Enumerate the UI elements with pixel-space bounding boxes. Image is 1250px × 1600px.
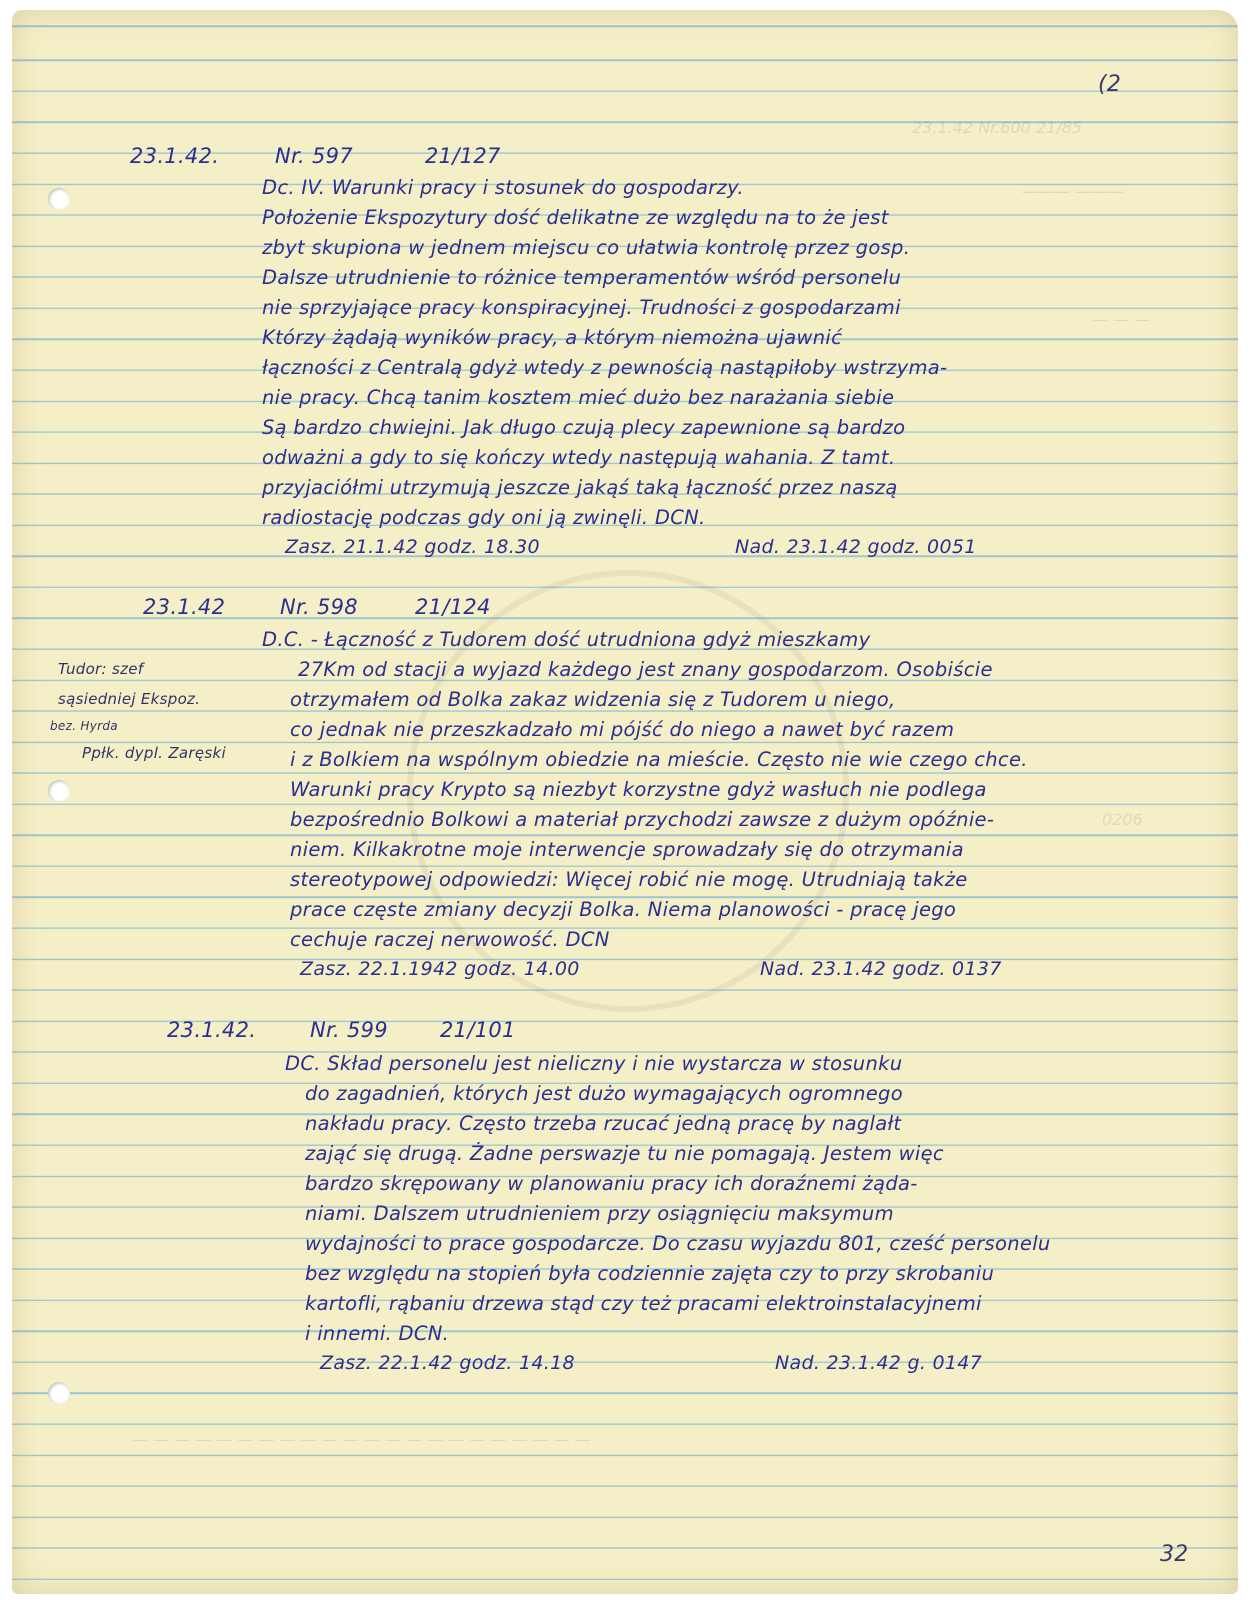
entry-line: odważni a gdy to się kończy wtedy następują wahania. Z tamt. <box>262 446 896 469</box>
entry-line: nakładu pracy. Często trzeba rzucać jedną pracę by naglałt <box>305 1112 902 1135</box>
margin-note-line: Ppłk. dypl. Zaręski <box>82 744 226 762</box>
page-number: 32 <box>1160 1542 1189 1567</box>
bleed-through-text: ——— ——— <box>1022 182 1124 201</box>
entry-line: i z Bolkiem na wspólnym obiedzie na mieście. Często nie wie czego chce. <box>290 748 1028 771</box>
punch-hole <box>48 1382 70 1404</box>
entry-line: Położenie Ekspozytury dość delikatne ze względu na to że jest <box>262 206 889 229</box>
entry-line: nie pracy. Chcą tanim kosztem mieć dużo bez narażania siebie <box>262 386 895 409</box>
entry-line: przyjaciółmi utrzymują jeszcze jakąś taką łączność przez naszą <box>262 476 898 499</box>
entry-line: bezpośrednio Bolkowi a materiał przychodzi zawsze z dużym opóźnie- <box>290 808 995 831</box>
entry-line: cechuje raczej nerwowość. DCN <box>290 928 610 951</box>
entry-line: stereotypowej odpowiedzi: Więcej robić nie mogę. Utrudniają także <box>290 868 968 891</box>
entry-line: Dc. IV. Warunki pracy i stosunek do gospodarzy. <box>262 176 744 199</box>
entry-line: bez względu na stopień była codziennie zajęta czy to przy skrobaniu <box>305 1262 995 1285</box>
punch-hole <box>48 780 70 802</box>
bleed-through-text: 0206 <box>1102 810 1143 829</box>
entry-date: 23.1.42 <box>143 595 226 619</box>
entry-line: Warunki pracy Krypto są niezbyt korzystne gdyż wasłuch nie podlega <box>290 778 987 801</box>
entry-sent-time: Zasz. 22.1.1942 godz. 14.00 <box>300 958 580 980</box>
entry-line: 27Km od stacji a wyjazd każdego jest znany gospodarzom. Osobiście <box>298 658 993 681</box>
entry-line: bardzo skrępowany w planowaniu pracy ich doraźnemi żąda- <box>305 1172 918 1195</box>
entry-line: D.C. - Łączność z Tudorem dość utrudniona gdyż mieszkamy <box>262 628 871 651</box>
entry-line: do zagadnień, których jest dużo wymagających ogromnego <box>305 1082 903 1105</box>
bleed-through-text: — — — — — — — — — — — — — — — — — — — — — — <box>132 1430 591 1449</box>
margin-note-line: Tudor: szef <box>58 660 144 678</box>
bleed-through-text: — — — <box>1092 310 1151 329</box>
entry-line: radiostację podczas gdy oni ją zwinęli. DCN. <box>262 506 706 529</box>
entry-line: DC. Skład personelu jest nieliczny i nie wystarcza w stosunku <box>285 1052 903 1075</box>
margin-note-line: sąsiedniej Ekspoz. <box>58 690 201 708</box>
entry-received-time: Nad. 23.1.42 g. 0147 <box>775 1352 983 1374</box>
margin-note-line: bez. Hyrda <box>50 719 118 733</box>
entry-line: co jednak nie przeszkadzało mi pójść do niego a nawet być razem <box>290 718 955 741</box>
entry-line: otrzymałem od Bolka zakaz widzenia się z Tudorem u niego, <box>290 688 896 711</box>
entry-sent-time: Zasz. 22.1.42 godz. 14.18 <box>320 1352 575 1374</box>
entry-line: Dalsze utrudnienie to różnice temperamentów wśród personelu <box>262 266 902 289</box>
entry-received-time: Nad. 23.1.42 godz. 0051 <box>735 536 977 558</box>
entry-date: 23.1.42. <box>167 1018 257 1042</box>
entry-line: zająć się drugą. Żadne perswazje tu nie pomagają. Jestem więc <box>305 1142 944 1165</box>
entry-number: Nr. 598 <box>280 595 358 619</box>
entry-ref: 21/127 <box>425 144 501 168</box>
entry-line: prace częste zmiany decyzji Bolka. Niema planowości - pracę jego <box>290 898 957 921</box>
page-mark-top: (2 <box>1098 72 1122 97</box>
entry-line: niami. Dalszem utrudnieniem przy osiągnięciu maksymum <box>305 1202 894 1225</box>
entry-line: niem. Kilkakrotne moje interwencje sprowadzały się do otrzymania <box>290 838 964 861</box>
entry-line: wydajności to prace gospodarcze. Do czasu wyjazdu 801, cześć personelu <box>305 1232 1051 1255</box>
faded-stamp-lettering <box>512 1000 792 1060</box>
entry-sent-time: Zasz. 21.1.42 godz. 18.30 <box>285 536 540 558</box>
entry-line: kartofli, rąbaniu drzewa stąd czy też pracami elektroinstalacyjnemi <box>305 1292 982 1315</box>
punch-hole <box>48 188 70 210</box>
entry-line: nie sprzyjające pracy konspiracyjnej. Trudności z gospodarzami <box>262 296 901 319</box>
entry-date: 23.1.42. <box>130 144 220 168</box>
entry-line: i innemi. DCN. <box>305 1322 450 1345</box>
entry-number: Nr. 599 <box>310 1018 388 1042</box>
entry-line: łączności z Centralą gdyż wtedy z pewnością nastąpiłoby wstrzyma- <box>262 356 948 379</box>
bleed-through-text: 23.1.42 Nr.600 21/85 <box>912 118 1083 137</box>
entry-ref: 21/124 <box>415 595 491 619</box>
entry-line: Są bardzo chwiejni. Jak długo czują plecy zapewnione są bardzo <box>262 416 906 439</box>
entry-number: Nr. 597 <box>275 144 353 168</box>
entry-ref: 21/101 <box>440 1018 516 1042</box>
entry-line: zbyt skupiona w jednem miejscu co ułatwia kontrolę przez gosp. <box>262 236 911 259</box>
entry-line: Którzy żądają wyników pracy, a którym niemożna ujawnić <box>262 326 843 349</box>
entry-received-time: Nad. 23.1.42 godz. 0137 <box>760 958 1002 980</box>
